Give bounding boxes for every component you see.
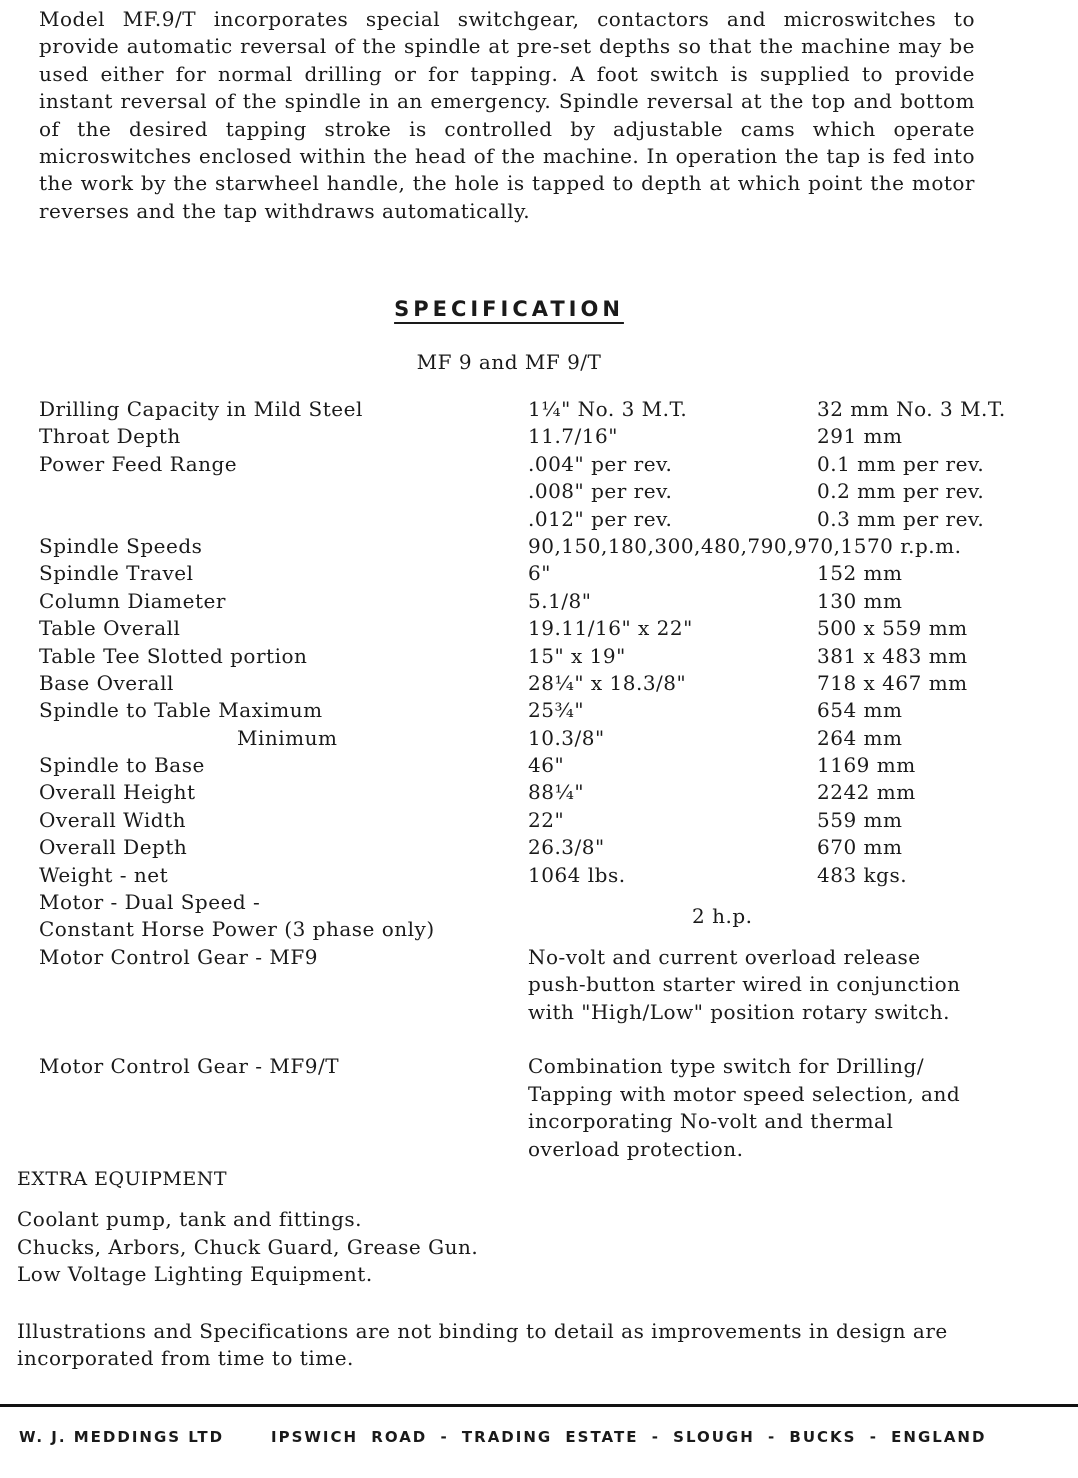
- spec-value-metric: 1169 mm: [817, 753, 916, 778]
- spec-label: Spindle to Table Maximum: [39, 698, 323, 723]
- spec-value-imperial: 25¾": [528, 698, 585, 723]
- spec-row-motor: [0, 889, 1078, 944]
- company-name: W. J. MEDDINGS LTD: [19, 1428, 225, 1446]
- spec-value-metric: 32 mm No. 3 M.T.: [817, 397, 1006, 421]
- spec-row: [0, 478, 1078, 505]
- spec-row: [0, 588, 1078, 615]
- spec-value-imperial: 10.3/8": [528, 725, 605, 750]
- spec-value-metric: 152 mm: [817, 561, 903, 586]
- spec-row: [0, 807, 1078, 834]
- spec-row: [0, 615, 1078, 642]
- spec-label: Base Overall: [39, 670, 174, 695]
- spec-label: Motor Control Gear - MF9/T: [39, 1054, 340, 1079]
- spec-row: [0, 423, 1078, 450]
- spec-value-imperial: 28¼" x 18.3/8": [528, 670, 687, 695]
- spec-row: [0, 670, 1078, 697]
- spec-value-metric: 291 mm: [817, 424, 903, 449]
- spec-value-imperial: .012" per rev.: [528, 506, 673, 531]
- spec-value-imperial: 5.1/8": [528, 588, 592, 613]
- spec-value-metric: 670 mm: [817, 835, 903, 860]
- specification-table: [0, 396, 1078, 1163]
- spec-value: 2 h.p.: [692, 903, 753, 928]
- spec-label: Drilling Capacity in Mild Steel: [39, 397, 363, 421]
- spec-row: [0, 779, 1078, 806]
- spec-label: Power Feed Range: [39, 451, 238, 476]
- spec-value-metric: 500 x 559 mm: [817, 616, 968, 641]
- spec-label: Throat Depth: [39, 424, 181, 449]
- spec-value-imperial: 11.7/16": [528, 424, 618, 449]
- spec-row: [0, 697, 1078, 724]
- spec-label: Weight - net: [39, 862, 169, 887]
- spec-row: [0, 533, 1078, 560]
- spec-row: [0, 396, 1078, 423]
- spec-value-metric: 2242 mm: [817, 780, 916, 805]
- spec-row: [0, 834, 1078, 861]
- spec-description: Combination type switch for Drilling/ Tapping with motor speed selection, and incorporating No-volt and thermal overload protection.: [528, 1054, 961, 1161]
- spec-row: [0, 560, 1078, 587]
- spec-label: Spindle Speeds: [39, 533, 203, 558]
- spec-value-metric: 483 kgs.: [817, 862, 908, 887]
- spec-value-imperial: 15" x 19": [528, 643, 626, 668]
- list-item: Chucks, Arbors, Chuck Guard, Grease Gun.: [17, 1234, 479, 1259]
- spec-value-imperial: 88¼": [528, 780, 585, 805]
- company-address: IPSWICH ROAD - TRADING ESTATE - SLOUGH - BUCKS - ENGLAND: [271, 1428, 987, 1446]
- spec-row-control-mf9t: [0, 1053, 1078, 1163]
- spec-label: Overall Height: [39, 780, 196, 805]
- specification-heading: SPECIFICATION: [394, 297, 624, 321]
- spec-label: Table Overall: [39, 616, 181, 641]
- spec-row: [0, 862, 1078, 889]
- spec-label: Overall Width: [39, 807, 186, 832]
- spec-label: Spindle to Base: [39, 753, 205, 778]
- spec-row-control-mf9: [0, 944, 1078, 1054]
- spec-label: Table Tee Slotted portion: [39, 643, 308, 668]
- spec-value-imperial: 1¼" No. 3 M.T.: [528, 397, 688, 421]
- spec-value: 90,150,180,300,480,790,970,1570 r.p.m.: [528, 533, 962, 558]
- extra-equipment-heading: EXTRA EQUIPMENT: [17, 1168, 228, 1190]
- specification-subtitle: MF 9 and MF 9/T: [416, 350, 602, 374]
- spec-label: Column Diameter: [39, 588, 226, 613]
- extra-equipment-list: [17, 1206, 478, 1288]
- spec-value-metric: 0.3 mm per rev.: [817, 506, 985, 531]
- footer-divider: [0, 1404, 1078, 1407]
- spec-value-imperial: .008" per rev.: [528, 479, 673, 504]
- spec-value-imperial: 26.3/8": [528, 835, 605, 860]
- spec-value-imperial: 6": [528, 561, 551, 586]
- spec-value-metric: 0.2 mm per rev.: [817, 479, 985, 504]
- spec-label: Constant Horse Power (3 phase only): [39, 917, 435, 942]
- list-item: Low Voltage Lighting Equipment.: [17, 1262, 373, 1287]
- spec-row: [0, 752, 1078, 779]
- disclaimer-note: Illustrations and Specifications are not binding to detail as improvements in design are incorporated from time to time.: [17, 1319, 948, 1371]
- extra-equipment: [17, 1166, 478, 1289]
- spec-value-imperial: .004" per rev.: [528, 451, 673, 476]
- spec-value-metric: 0.1 mm per rev.: [817, 451, 985, 476]
- spec-value-imperial: 1064 lbs.: [528, 862, 626, 887]
- spec-label: Motor Control Gear - MF9: [39, 944, 318, 969]
- spec-label: Motor - Dual Speed -: [39, 890, 261, 915]
- list-item: Coolant pump, tank and fittings.: [17, 1207, 363, 1232]
- spec-row: [0, 643, 1078, 670]
- spec-description: No-volt and current overload release push-button starter wired in conjunction with "High/Low" position rotary switch.: [528, 944, 961, 1024]
- spec-value-metric: 654 mm: [817, 698, 903, 723]
- spec-value-imperial: 22": [528, 807, 565, 832]
- spec-value-metric: 381 x 483 mm: [817, 643, 968, 668]
- spec-row: [0, 451, 1078, 478]
- footer: [0, 1424, 1078, 1448]
- spec-row: [0, 506, 1078, 533]
- intro-paragraph: Model MF.9/T incorporates special switchgear, contactors and microswitches to provide automatic reversal of the spindle at pre-set depths so that the machine may be used either for normal drilling or for tapping. A foot switch is supplied to provide instant reversal of the spindle in an emergency. Spindle reversal at the top and bottom of the desired tapping stroke is controlled by adjustable cams which operate microswitches enclosed within the head of the machine. In operation the tap is fed into the work by the starwheel handle, the hole is tapped to depth at which point the motor reverses and the tap withdraws automatically.: [39, 7, 975, 223]
- spec-label: Overall Depth: [39, 835, 188, 860]
- spec-value-imperial: 46": [528, 753, 565, 778]
- spec-value-metric: 718 x 467 mm: [817, 670, 968, 695]
- spec-value-metric: 130 mm: [817, 588, 903, 613]
- spec-label: Minimum: [237, 725, 338, 750]
- spec-value-metric: 264 mm: [817, 725, 903, 750]
- spec-value-metric: 559 mm: [817, 807, 903, 832]
- spec-row: [0, 725, 1078, 752]
- spec-label: Spindle Travel: [39, 561, 194, 586]
- spec-value-imperial: 19.11/16" x 22": [528, 616, 693, 641]
